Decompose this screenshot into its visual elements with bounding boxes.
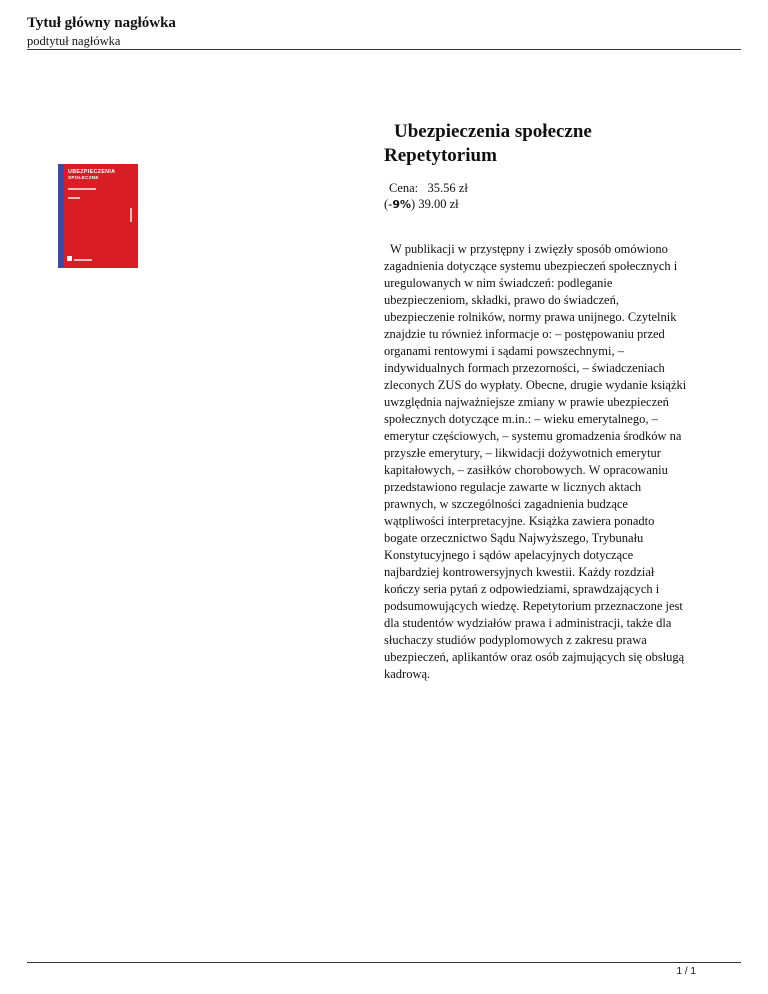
- book-description: W publikacji w przystępny i zwięzły sposób omówiono zagadnienia dotyczące systemu ubezpieczeń społecznych i uregulowanych w nim świadczeń: podleganie ubezpieczeniom, składki, prawo do świadczeń, ubezpieczenie rolników, normy prawa unijnego. Czytelnik znajdzie tu również informacje o: – postępowaniu przed organami rentowymi i sądami powszechnymi, – indywidualnych formach przezorności, – świadczeniach zleconych ZUS do wypłaty. Obecne, drugie wydanie książki uwzględnia najważniejsze zmiany w prawie ubezpieczeń społecznych dotyczące m.in.: – wieku emerytalnego, – emerytur częściowych, – systemu gromadzenia środków na przyszłe emerytury, – likwidacji dożywotnich emerytur kapitałowych, – zasiłków chorobowych. W opracowaniu przedstawiono regulacje zawarte w licznych aktach prawnych, w szczególności zagadnienia budzące wątpliwości interpretacyjne. Książka zawiera ponadto bogate orzecznictwo Sądu Najwyższego, Trybunału Konstytucyjnego i sądów apelacyjnych dotyczące najbardziej kontrowersyjnych kwestii. Każdy rozdział kończy seria pytań z odpowiedziami, sprawdzających i podsumowujących wiedzę. Repetytorium przeznaczone jest dla studentów wydziałów prawa i administracji, także dla słuchaczy studiów podyplomowych z zakresu prawa ubezpieczeń, aplikantów oraz osób zajmujących się obsługą kadrową.: [384, 242, 687, 681]
- price-original: 39.00 zł: [418, 197, 459, 211]
- header-divider: [27, 49, 741, 50]
- page-header: [27, 14, 741, 49]
- book-cover-series-bar: [130, 208, 132, 222]
- book-cover-title-line1: UBEZPIECZENIA: [68, 169, 116, 175]
- book-cover-title-line2: SPOŁECZNE: [68, 175, 99, 180]
- book-title-line1: Ubezpieczenia społeczne: [394, 121, 592, 142]
- book-cover-edition-bar: [68, 197, 80, 199]
- book-cover-author-bar: [68, 188, 96, 190]
- price-current-row: [384, 180, 468, 196]
- publisher-name-bar: [74, 259, 92, 261]
- price-original-row: [384, 196, 468, 213]
- publisher-logo-icon: [67, 256, 72, 261]
- price-current: 35.56 zł: [427, 181, 468, 195]
- price-discount-close: ): [411, 197, 416, 211]
- price-label: Cena:: [389, 181, 419, 195]
- book-title: [384, 120, 724, 168]
- price-discount: 9%: [392, 198, 412, 211]
- header-title: Tytuł główny nagłówka: [27, 15, 176, 31]
- book-cover-spine: [58, 164, 64, 268]
- footer-divider: [27, 962, 741, 963]
- page-number: 1 / 1: [676, 966, 696, 977]
- price-discount-open: (-: [384, 197, 393, 211]
- book-title-line2: Repetytorium: [384, 145, 497, 166]
- book-cover-image: [58, 164, 138, 268]
- header-subtitle: podtytuł nagłówka: [27, 34, 121, 48]
- price-block: [384, 180, 468, 213]
